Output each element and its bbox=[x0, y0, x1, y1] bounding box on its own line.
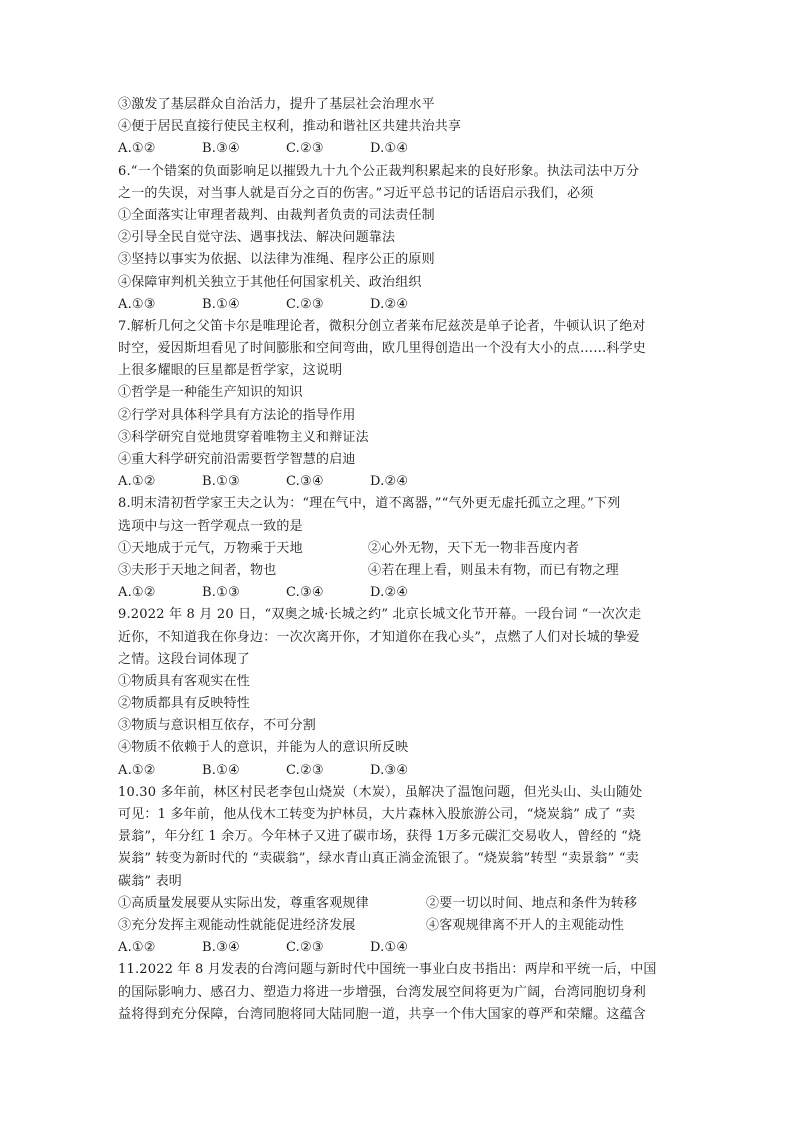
answer-options bbox=[118, 471, 678, 493]
question-11 bbox=[118, 959, 678, 1026]
question-stem: 近你，不知道我在你身边：一次次离开你，才知道你在我心头”，点燃了人们对长城的挚爱 bbox=[118, 629, 640, 645]
option-b: B.①③ bbox=[202, 585, 240, 601]
question-stem: 10.30 多年前，林区村民老李包山烧炭（木炭），虽解决了温饱问题，但光头山、头山随处 bbox=[118, 784, 643, 800]
option-c: C.③④ bbox=[286, 474, 324, 490]
statement-line: ④物质不依赖于人的意识，并能为人的意识所反映 bbox=[118, 740, 409, 756]
option-b: B.①④ bbox=[202, 296, 240, 312]
question-stem: 景翁”，年分红 1 余万。今年林子又进了碳市场，获得 1万多元碳汇交易收人，曾经的 “烧 bbox=[118, 829, 642, 845]
option-c: C.③④ bbox=[286, 585, 324, 601]
question-stem: 的国际影响力、感召力、塑造力将进一步增强，台湾发展空间将更为广阔，台湾同胞切身利 bbox=[118, 984, 647, 1000]
option-d: D.③④ bbox=[370, 762, 409, 778]
question-8 bbox=[118, 493, 678, 604]
question-9 bbox=[118, 604, 678, 782]
question-stem: 9.2022 年 8 月 20 日，“双奥之城·长城之约” 北京长城文化节开幕。一段台词 “一次次走 bbox=[118, 607, 642, 623]
option-c: C.②③ bbox=[286, 762, 324, 778]
statement-line: ④保障审判机关独立于其他任何国家机关、政治组织 bbox=[118, 274, 422, 290]
option-b: B.③④ bbox=[202, 141, 240, 157]
statement-line: ④重大科学研究前沿需要哲学智慧的启迪 bbox=[118, 452, 356, 467]
option-a: A.①② bbox=[118, 585, 156, 601]
option-c: C.②③ bbox=[286, 940, 324, 956]
question-stem: 6.“一个错案的负面影响足以摧毁九十九个公正裁判积累起来的良好形象。执法司法中万分 bbox=[118, 163, 640, 179]
statement-pair bbox=[118, 538, 678, 560]
statement-1: ①高质量发展要从实际出发，尊重客观规律 bbox=[118, 895, 369, 911]
statement-line: ③物质与意识相互依存，不可分割 bbox=[118, 718, 317, 734]
question-stem: 8.明末清初哲学家王夫之认为：“理在气中，道不离器，”“气外更无虚托孤立之理。”下列 bbox=[118, 496, 621, 512]
statement-line: ①物质具有客观实在性 bbox=[118, 673, 251, 689]
question-stem: 11.2022 年 8 月发表的台湾问题与新时代中国统一事业白皮书指出：两岸和平统一后，中国 bbox=[118, 962, 657, 978]
option-a: A.①② bbox=[118, 940, 156, 956]
option-d: D.②④ bbox=[370, 585, 409, 601]
option-c: C.②③ bbox=[286, 296, 324, 312]
statement-line: ②行学对具体科学具有方法论的指导作用 bbox=[118, 407, 356, 423]
option-c: C.②③ bbox=[286, 141, 324, 157]
statement-2: ②要一切以时间、地点和条件为转移 bbox=[426, 895, 638, 911]
answer-options bbox=[118, 582, 678, 604]
statement-line: ③科学研究自觉地贯穿着唯物主义和辩证法 bbox=[118, 429, 369, 445]
exam-page bbox=[118, 94, 678, 1026]
statement-4: ④若在理上看，则虽未有物，而已有物之理 bbox=[368, 562, 619, 578]
statement-1: ①天地成于元气，万物乘于天地 bbox=[118, 540, 303, 556]
answer-options bbox=[118, 760, 678, 782]
option-a: A.①② bbox=[118, 141, 156, 157]
statement-line: ③激发了基层群众自治活力，提升了基层社会治理水平 bbox=[118, 97, 435, 112]
statement-pair bbox=[118, 915, 678, 937]
question-stem: 可见：1 多年前，他从伐木工转变为护林员，大片森林入股旅游公司，“烧炭翁” 成了 “卖 bbox=[118, 807, 636, 822]
question-stem: 上很多耀眼的巨星都是哲学家，这说明 bbox=[118, 363, 343, 379]
statement-line: ④便于居民直接行使民主权利，推动和谐社区共建共治共享 bbox=[118, 119, 462, 135]
option-b: B.①③ bbox=[202, 474, 240, 490]
option-a: A.①③ bbox=[118, 296, 156, 312]
option-d: D.①④ bbox=[370, 141, 409, 157]
statement-4: ④客观规律离不开人的主观能动性 bbox=[426, 917, 625, 933]
question-stem: 时空，爱因斯坦看见了时间膨胀和空间弯曲，欧几里得创造出一个没有大小的点……科学史 bbox=[118, 341, 647, 357]
statement-line: ②物质都具有反映特性 bbox=[118, 696, 251, 712]
statement-3: ③充分发挥主观能动性就能促进经济发展 bbox=[118, 917, 356, 933]
answer-options bbox=[118, 937, 678, 959]
question-10 bbox=[118, 782, 678, 960]
question-stem: 之情。这段台词体现了 bbox=[118, 651, 251, 667]
statement-line: ①全面落实让审理者裁判、由裁判者负责的司法责任制 bbox=[118, 207, 435, 223]
statement-3: ③夫形于天地之间者，物也 bbox=[118, 562, 277, 578]
statement-pair bbox=[118, 560, 678, 582]
question-stem: 碳翁” 表明 bbox=[118, 873, 182, 889]
option-d: D.①④ bbox=[370, 940, 409, 956]
statement-pair bbox=[118, 893, 678, 915]
answer-options bbox=[118, 138, 678, 160]
option-a: A.①② bbox=[118, 474, 156, 490]
option-d: D.②④ bbox=[370, 474, 409, 490]
question-6 bbox=[118, 161, 678, 316]
option-a: A.①② bbox=[118, 762, 156, 778]
question-stem: 7.解析几何之父笛卡尔是唯理论者，微积分创立者莱布尼兹茨是单子论者，牛顿认识了绝对 bbox=[118, 318, 646, 334]
statement-line: ②引导全民自觉守法、遇事找法、解决问题靠法 bbox=[118, 230, 396, 246]
answer-options bbox=[118, 294, 678, 316]
question-stem: 益将得到充分保障，台湾同胞将同大陆同胞一道，共享一个伟大国家的尊严和荣耀。这蕴含 bbox=[118, 1006, 647, 1022]
question-stem: 选项中与这一哲学观点一致的是 bbox=[118, 518, 303, 534]
option-b: B.①④ bbox=[202, 762, 240, 778]
question-7 bbox=[118, 316, 678, 494]
statement-line: ①哲学是一种能生产知识的知识 bbox=[118, 385, 303, 401]
option-b: B.③④ bbox=[202, 940, 240, 956]
option-d: D.②④ bbox=[370, 296, 409, 312]
question-stem: 炭翁” 转变为新时代的 “卖碳翁”，绿水青山真正淌金流银了。“烧炭翁”转型 “卖景翁” “卖 bbox=[118, 851, 639, 867]
statement-line: ③坚持以事实为依据、以法律为准绳、程序公正的原则 bbox=[118, 252, 435, 268]
question-stem: 之一的失误，对当事人就是百分之百的伤害。”习近平总书记的话语启示我们，必须 bbox=[118, 185, 594, 201]
statement-2: ②心外无物，天下无一物非吾度内者 bbox=[368, 540, 580, 556]
